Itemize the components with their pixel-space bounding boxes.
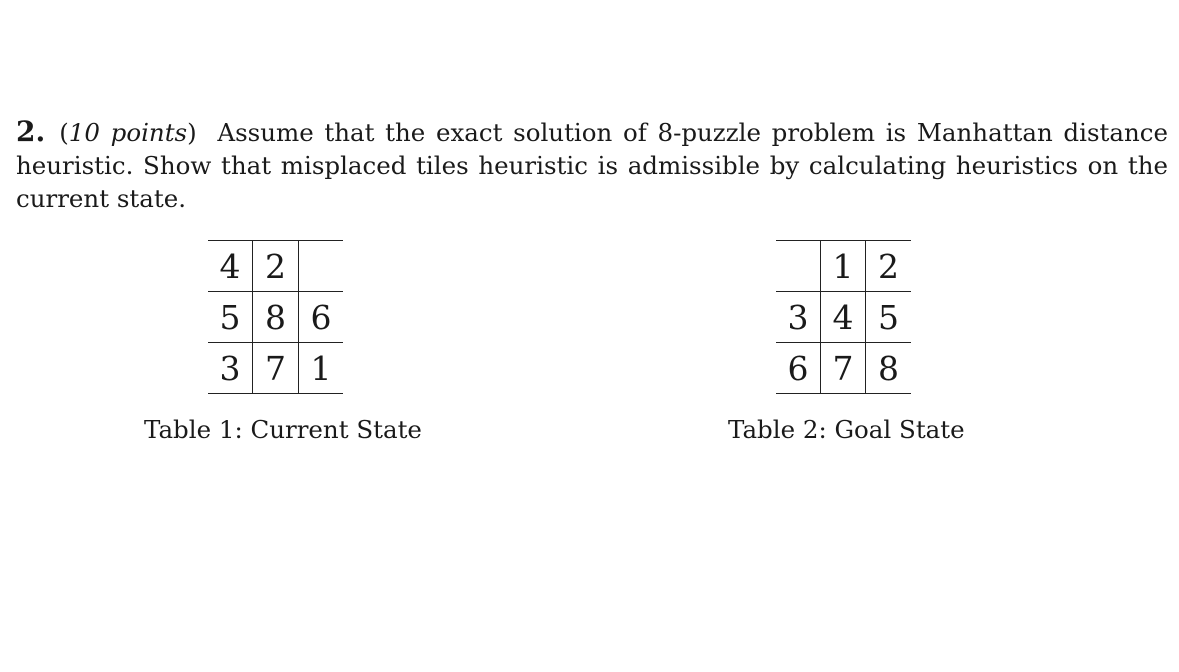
points-value: 10 points <box>68 118 188 147</box>
current-state-table <box>208 240 343 394</box>
puzzle-cell: 6 <box>787 348 809 388</box>
question-points: (10 points) <box>59 118 197 147</box>
puzzle-cell: 2 <box>866 241 912 292</box>
puzzle-cell: 2 <box>253 241 299 292</box>
puzzle-cell: 3 <box>219 348 241 388</box>
table-row <box>208 343 343 394</box>
table-row <box>776 292 911 343</box>
question-number: 2. <box>16 115 46 148</box>
puzzle-cell: 4 <box>208 241 253 292</box>
puzzle-cell: 8 <box>253 292 299 343</box>
puzzle-cell <box>776 241 821 292</box>
current-state-caption: Table 1: Current State <box>144 415 422 444</box>
table-row <box>208 292 343 343</box>
puzzle-cell: 5 <box>208 292 253 343</box>
question-text: Assume that the exact solution of 8-puzzle problem is Manhattan distance heuristic. Show that misplaced tiles heuristic is admissible by calculating heuristics on the current state. <box>16 118 1168 213</box>
goal-state-caption: Table 2: Goal State <box>728 415 965 444</box>
puzzle-cell: 6 <box>299 292 344 343</box>
puzzle-cell: 4 <box>821 292 866 343</box>
table-row <box>776 343 911 394</box>
puzzle-cell: 1 <box>821 241 866 292</box>
puzzle-cell: 7 <box>253 343 299 394</box>
puzzle-cell <box>299 241 344 292</box>
table-row <box>208 241 343 292</box>
puzzle-cell: 1 <box>299 343 344 394</box>
puzzle-cell: 5 <box>866 292 912 343</box>
table-row <box>776 241 911 292</box>
puzzle-cell: 8 <box>866 343 912 394</box>
puzzle-cell: 3 <box>776 292 821 343</box>
puzzle-cell: 7 <box>821 343 866 394</box>
goal-state-table <box>776 240 911 394</box>
question-paragraph <box>16 115 1168 215</box>
